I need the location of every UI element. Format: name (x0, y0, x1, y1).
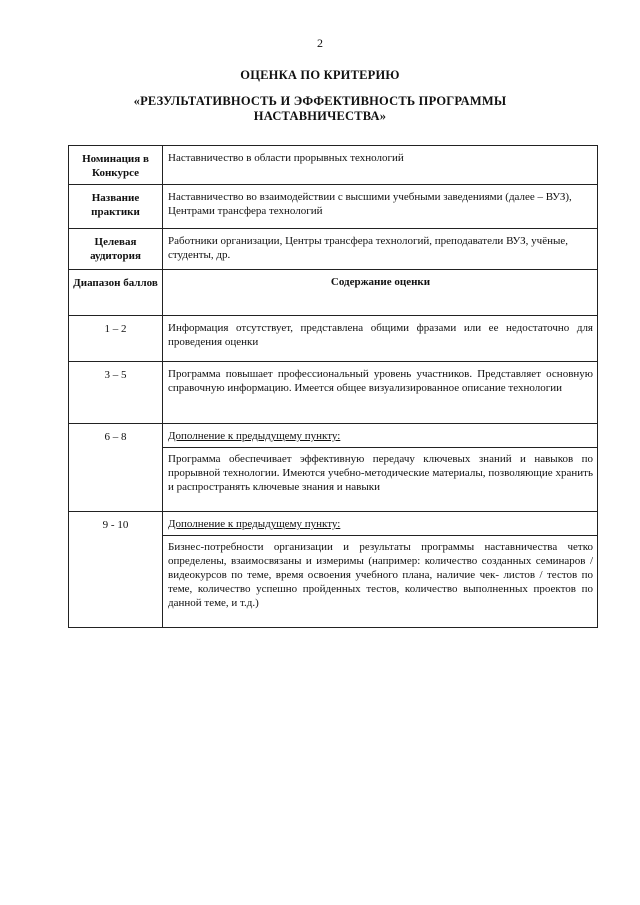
score-range: 1 – 2 (69, 316, 163, 362)
score-row-6-8 (69, 424, 598, 512)
score-row-1-2 (69, 316, 598, 362)
score-row-9-10 (69, 512, 598, 628)
score-description: Программа обеспечивает эффективную передачу ключевых знаний и навыков по прорывной технологии. Имеются учебно-методические материалы, позволяющие хранить и распространять ключевые знания и навыки (168, 453, 593, 493)
score-description: Бизнес-потребности организации и результаты программы наставничества четко определены, взаимосвязаны и измеримы (например: количество созданных семинаров / видеокурсов по теме, время освоения учебного плана, наличие чек- листов / тестов по теме, количество успешно пройденных тестов, количество выполненных проектов по данной теме, и т.д.) (168, 541, 593, 609)
score-description: Информация отсутствует, представлена общими фразами или ее недостаточно для проведения оценки (163, 316, 598, 362)
score-header-row (69, 270, 598, 316)
score-range-header: Диапазон баллов (69, 270, 163, 316)
score-subheading: Дополнение к предыдущему пункту: (168, 430, 341, 442)
score-subheading: Дополнение к предыдущему пункту: (168, 518, 341, 530)
score-description: Программа повышает профессиональный уровень участников. Представляет основную справочную информацию. Имеется общее визуализированное описание технологии (163, 362, 598, 424)
score-content-header: Содержание оценки (163, 270, 598, 316)
audience-value: Работники организации, Центры трансфера технологий, преподаватели ВУЗ, учёные, студенты, др. (163, 229, 598, 270)
page-number: 2 (317, 36, 323, 50)
info-row-nomination (69, 146, 598, 185)
score-range: 9 - 10 (69, 512, 163, 628)
info-row-practice (69, 185, 598, 229)
audience-label: Целевая аудитория (69, 229, 163, 270)
score-description-cell (163, 512, 598, 628)
nomination-value: Наставничество в области прорывных технологий (163, 146, 598, 185)
nomination-label: Номинация в Конкурсе (69, 146, 163, 185)
document-title-line-1: ОЦЕНКА ПО КРИТЕРИЮ (240, 68, 400, 82)
practice-label: Название практики (69, 185, 163, 229)
criteria-table (68, 145, 598, 628)
score-row-3-5 (69, 362, 598, 424)
document-title-line-3: НАСТАВНИЧЕСТВА» (253, 109, 387, 123)
score-range: 6 – 8 (69, 424, 163, 512)
score-range: 3 – 5 (69, 362, 163, 424)
document-title-line-2: «РЕЗУЛЬТАТИВНОСТЬ И ЭФФЕКТИВНОСТЬ ПРОГРАММЫ (133, 94, 507, 108)
score-description-cell (163, 424, 598, 512)
practice-value: Наставничество во взаимодействии с высшими учебными заведениями (далее – ВУЗ), Центрами трансфера технологий (163, 185, 598, 229)
info-row-audience (69, 229, 598, 270)
